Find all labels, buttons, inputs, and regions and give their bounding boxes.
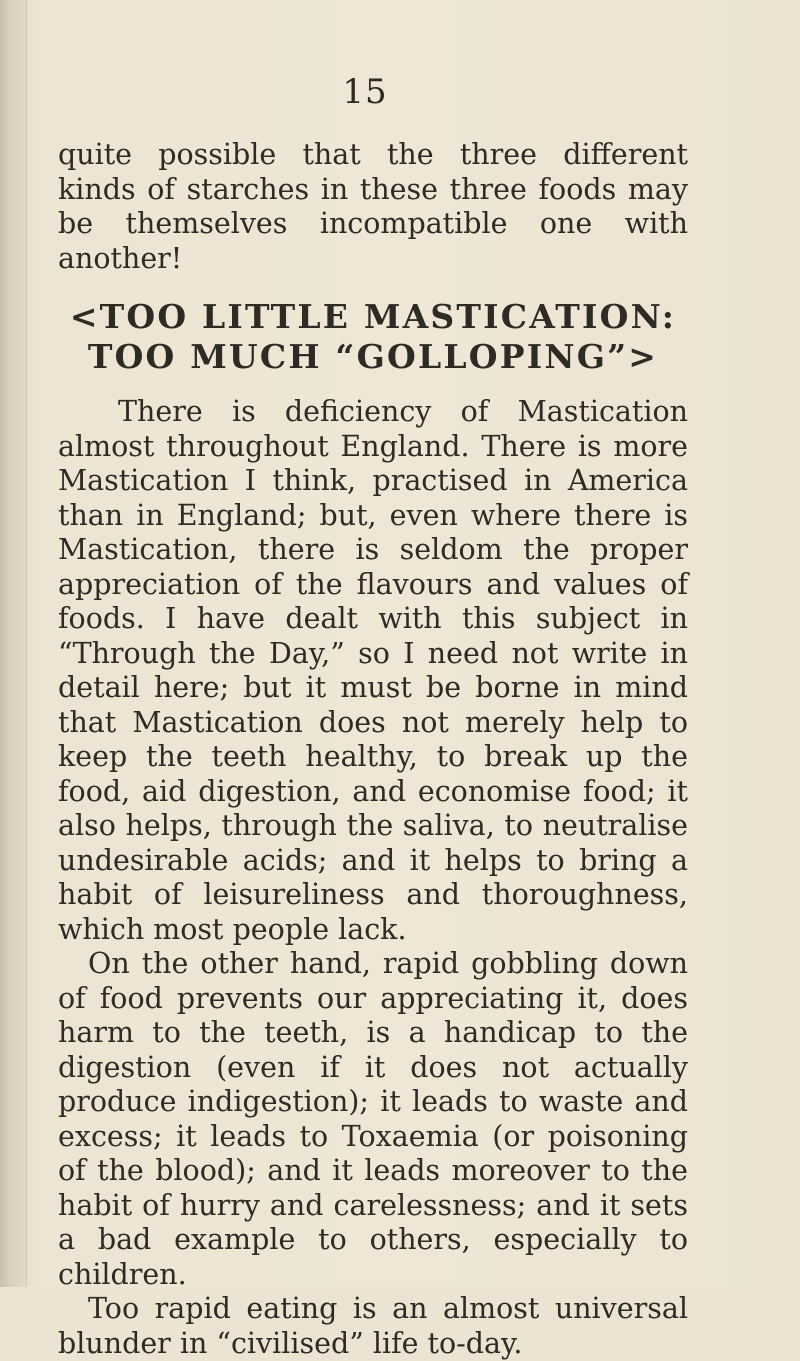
paragraph-gobbling: On the other hand, rapid gobbling down of food prevents our appreciating it, does harm to the teeth, is a handicap to the digestion (even if it does not actually produce indigestion); it leads to waste and excess; it leads to Toxaemia (or poisoning of the blood); and it leads moreover to the habit of hurry and carelessness; and it sets a bad example to others, especially to children. [58, 947, 688, 1291]
paragraph-mastication: There is deficiency of Mastication almost throughout England. There is more Mastication I think, practised in America than in England; but, even where there is Mastication, there is seldom the proper appreciation of the flavours and values of foods. I have dealt with this subject in “Through the Day,” so I need not write in detail here; but it must be borne in mind that Mastication does not merely help to keep the teeth healthy, to break up the food, aid digestion, and economise food; it also helps, through the saliva, to neutralise undesirable acids; and it helps to bring a habit of leisureliness and thoroughness, which most people lack. [58, 395, 688, 946]
intro-paragraph [58, 138, 688, 276]
page-number: 15 [342, 72, 388, 112]
body-text [58, 395, 688, 1361]
paragraph-rapid-eating: Too rapid eating is an almost universal blunder in “civilised” life to-day. [58, 1292, 688, 1360]
section-heading: <TOO LITTLE MASTICATION: TOO MUCH “GOLLOPING”> [69, 297, 677, 376]
intro-text: quite possible that the three different kinds of starches in these three foods may be themselves incompatible one with another! [58, 138, 688, 275]
page-binding-edge [0, 0, 27, 1287]
